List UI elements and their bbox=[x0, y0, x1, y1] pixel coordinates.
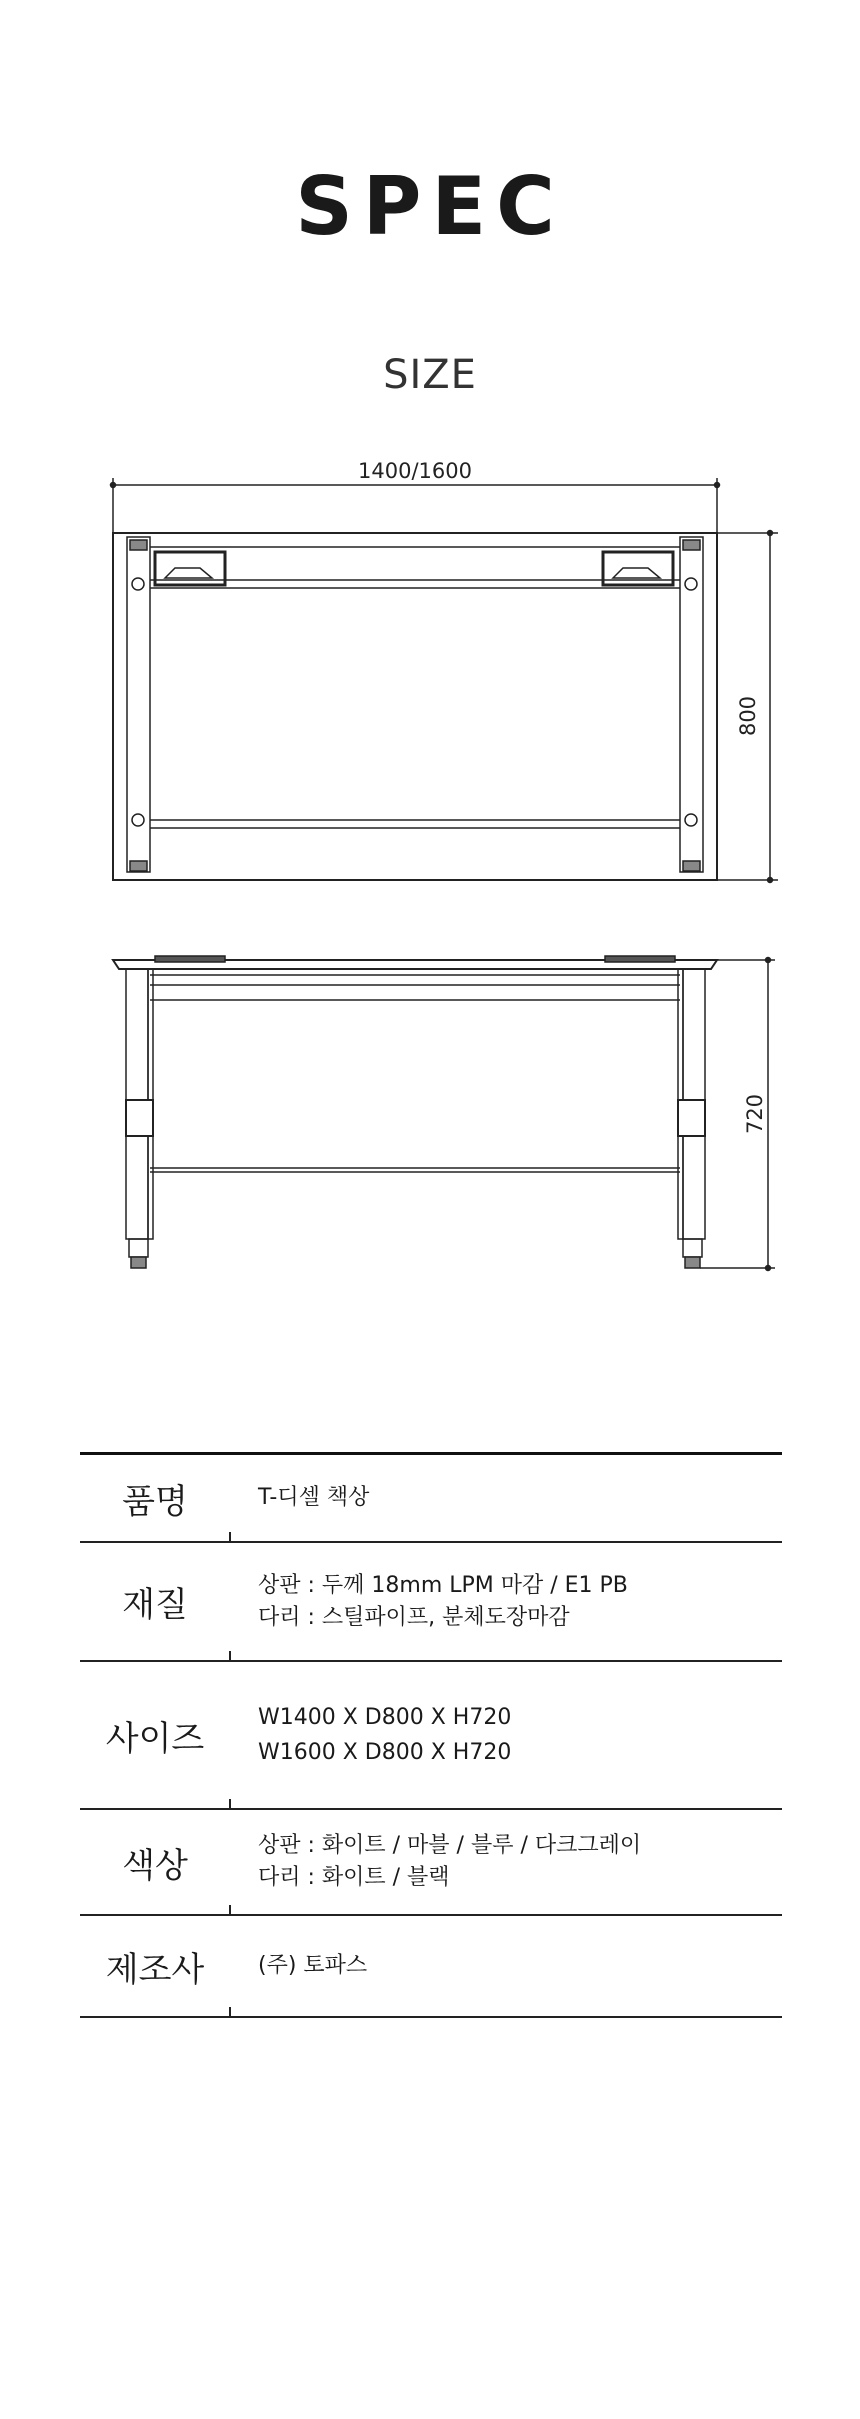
spec-row-size bbox=[80, 1662, 782, 1810]
spec-label: 품명 bbox=[122, 1481, 188, 1522]
row-divider-tick bbox=[229, 1532, 231, 1543]
spec-value-line: W1400 X D800 X H720 bbox=[258, 1704, 512, 1730]
spec-table bbox=[80, 1452, 782, 2018]
spec-label: 제조사 bbox=[105, 1949, 205, 1990]
spec-label: 재질 bbox=[122, 1585, 188, 1625]
row-divider-tick bbox=[229, 1651, 231, 1662]
row-divider-tick bbox=[229, 1799, 231, 1810]
spec-value bbox=[258, 1543, 782, 1660]
spec-value-line: W1600 X D800 X H720 bbox=[258, 1740, 512, 1765]
spec-value-line: 상판 : 두께 18mm LPM 마감 / E1 PB bbox=[258, 1572, 628, 1598]
spec-value-line: (주) 토파스 bbox=[258, 1953, 368, 1979]
top-view-drawing bbox=[111, 478, 779, 883]
spec-value-line: 다리 : 화이트 / 블랙 bbox=[258, 1865, 450, 1890]
spec-row-product-name bbox=[80, 1452, 782, 1543]
spec-value bbox=[258, 1916, 782, 2016]
front-view-drawing bbox=[113, 956, 775, 1271]
spec-row-material bbox=[80, 1543, 782, 1662]
spec-value bbox=[258, 1662, 782, 1808]
spec-value bbox=[258, 1810, 782, 1914]
size-heading: SIZE bbox=[383, 352, 477, 398]
spec-label: 사이즈 bbox=[105, 1718, 205, 1759]
spec-label: 색상 bbox=[122, 1845, 188, 1886]
page-title: SPEC bbox=[295, 160, 565, 253]
spec-row-color bbox=[80, 1810, 782, 1916]
row-divider-tick bbox=[229, 2007, 231, 2018]
spec-row-manufacturer bbox=[80, 1916, 782, 2018]
row-divider-tick bbox=[229, 1905, 231, 1916]
height-dimension-label: 720 bbox=[743, 1093, 767, 1135]
depth-dimension-label: 800 bbox=[736, 695, 760, 737]
spec-value-line: 상판 : 화이트 / 마블 / 블루 / 다크그레이 bbox=[258, 1833, 642, 1859]
spec-value bbox=[258, 1455, 782, 1541]
spec-value-line: 다리 : 스틸파이프, 분체도장마감 bbox=[258, 1604, 570, 1630]
spec-value-line: T-디셀 책상 bbox=[258, 1485, 370, 1511]
width-dimension-label: 1400/1600 bbox=[358, 459, 472, 483]
